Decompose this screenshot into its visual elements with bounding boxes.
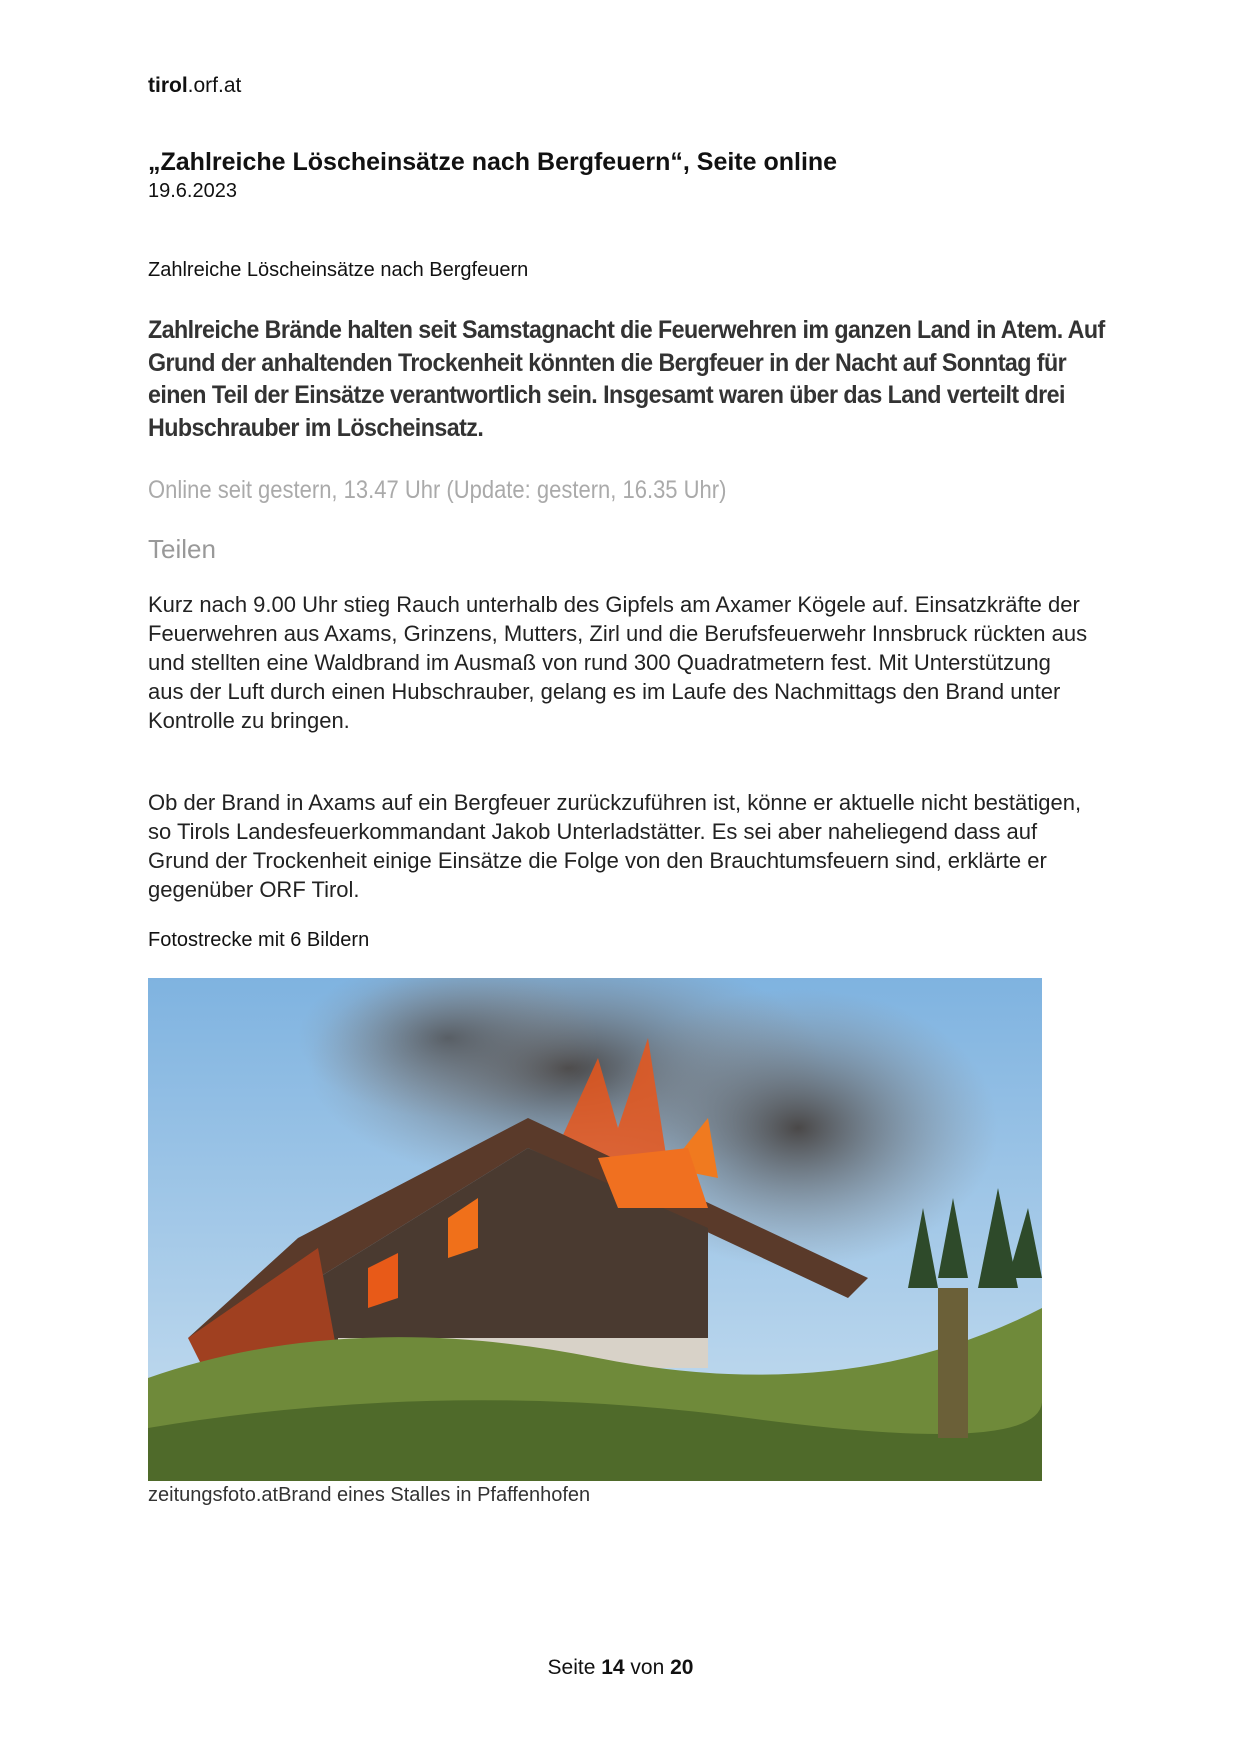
article-paragraph: Ob der Brand in Axams auf ein Bergfeuer zurückzuführen ist, könne er aktuelle nicht bestätigen, so Tirols Landesfeuerkommandant Jakob Unterladstätter. Es sei aber naheliegend dass auf Grund der Trockenheit einige Einsätze die Folge von den Brauchtumsfeuern sind, erklärte er gegenüber ORF Tirol. (148, 790, 1082, 902)
photo-caption: zeitungsfoto.atBrand eines Stalles in Pfaffenhofen (148, 1484, 591, 1506)
page-of: von (624, 1656, 671, 1679)
site-name-rest: .orf.at (187, 74, 242, 97)
document-title: „Zahlreiche Löscheinsätze nach Bergfeuern“, Seite online (148, 148, 838, 176)
total-pages: 20 (670, 1656, 694, 1679)
page-label: Seite (547, 1656, 602, 1679)
gallery-photo[interactable] (148, 978, 1042, 1481)
site-name-bold: tirol (148, 74, 188, 97)
page-number (0, 1656, 1241, 1680)
document-date: 19.6.2023 (148, 180, 237, 202)
gallery-label: Fotostrecke mit 6 Bildern (148, 929, 370, 951)
current-page: 14 (601, 1656, 625, 1679)
article-kicker: Zahlreiche Löscheinsätze nach Bergfeuern (148, 259, 529, 281)
article-lead: Zahlreiche Brände halten seit Samstagnacht die Feuerwehren im ganzen Land in Atem. Auf Grund der anhaltenden Trockenheit könnten die Bergfeuer in der Nacht auf Sonntag für einen Teil der Einsätze verantwortlich sein. Insgesamt waren über das Land verteilt drei Hubschrauber im Löscheinsatz. (148, 316, 1105, 442)
share-link[interactable]: Teilen (148, 534, 216, 564)
article-timestamp: Online seit gestern, 13.47 Uhr (Update: gestern, 16.35 Uhr) (148, 476, 727, 504)
article-paragraph: Kurz nach 9.00 Uhr stieg Rauch unterhalb des Gipfels am Axamer Kögele auf. Einsatzkräfte der Feuerwehren aus Axams, Grinzens, Mutters, Zirl und die Berufsfeuerwehr Innsbruck rückten aus und stellten eine Waldbrand im Ausmaß von rund 300 Quadratmetern fest. Mit Unterstützung aus der Luft durch einen Hubschrauber, gelang es im Laufe des Nachmittags den Brand unter Kontrolle zu bringen. (148, 592, 1088, 733)
site-name (148, 74, 241, 98)
burning-barn-photo (148, 978, 1042, 1481)
